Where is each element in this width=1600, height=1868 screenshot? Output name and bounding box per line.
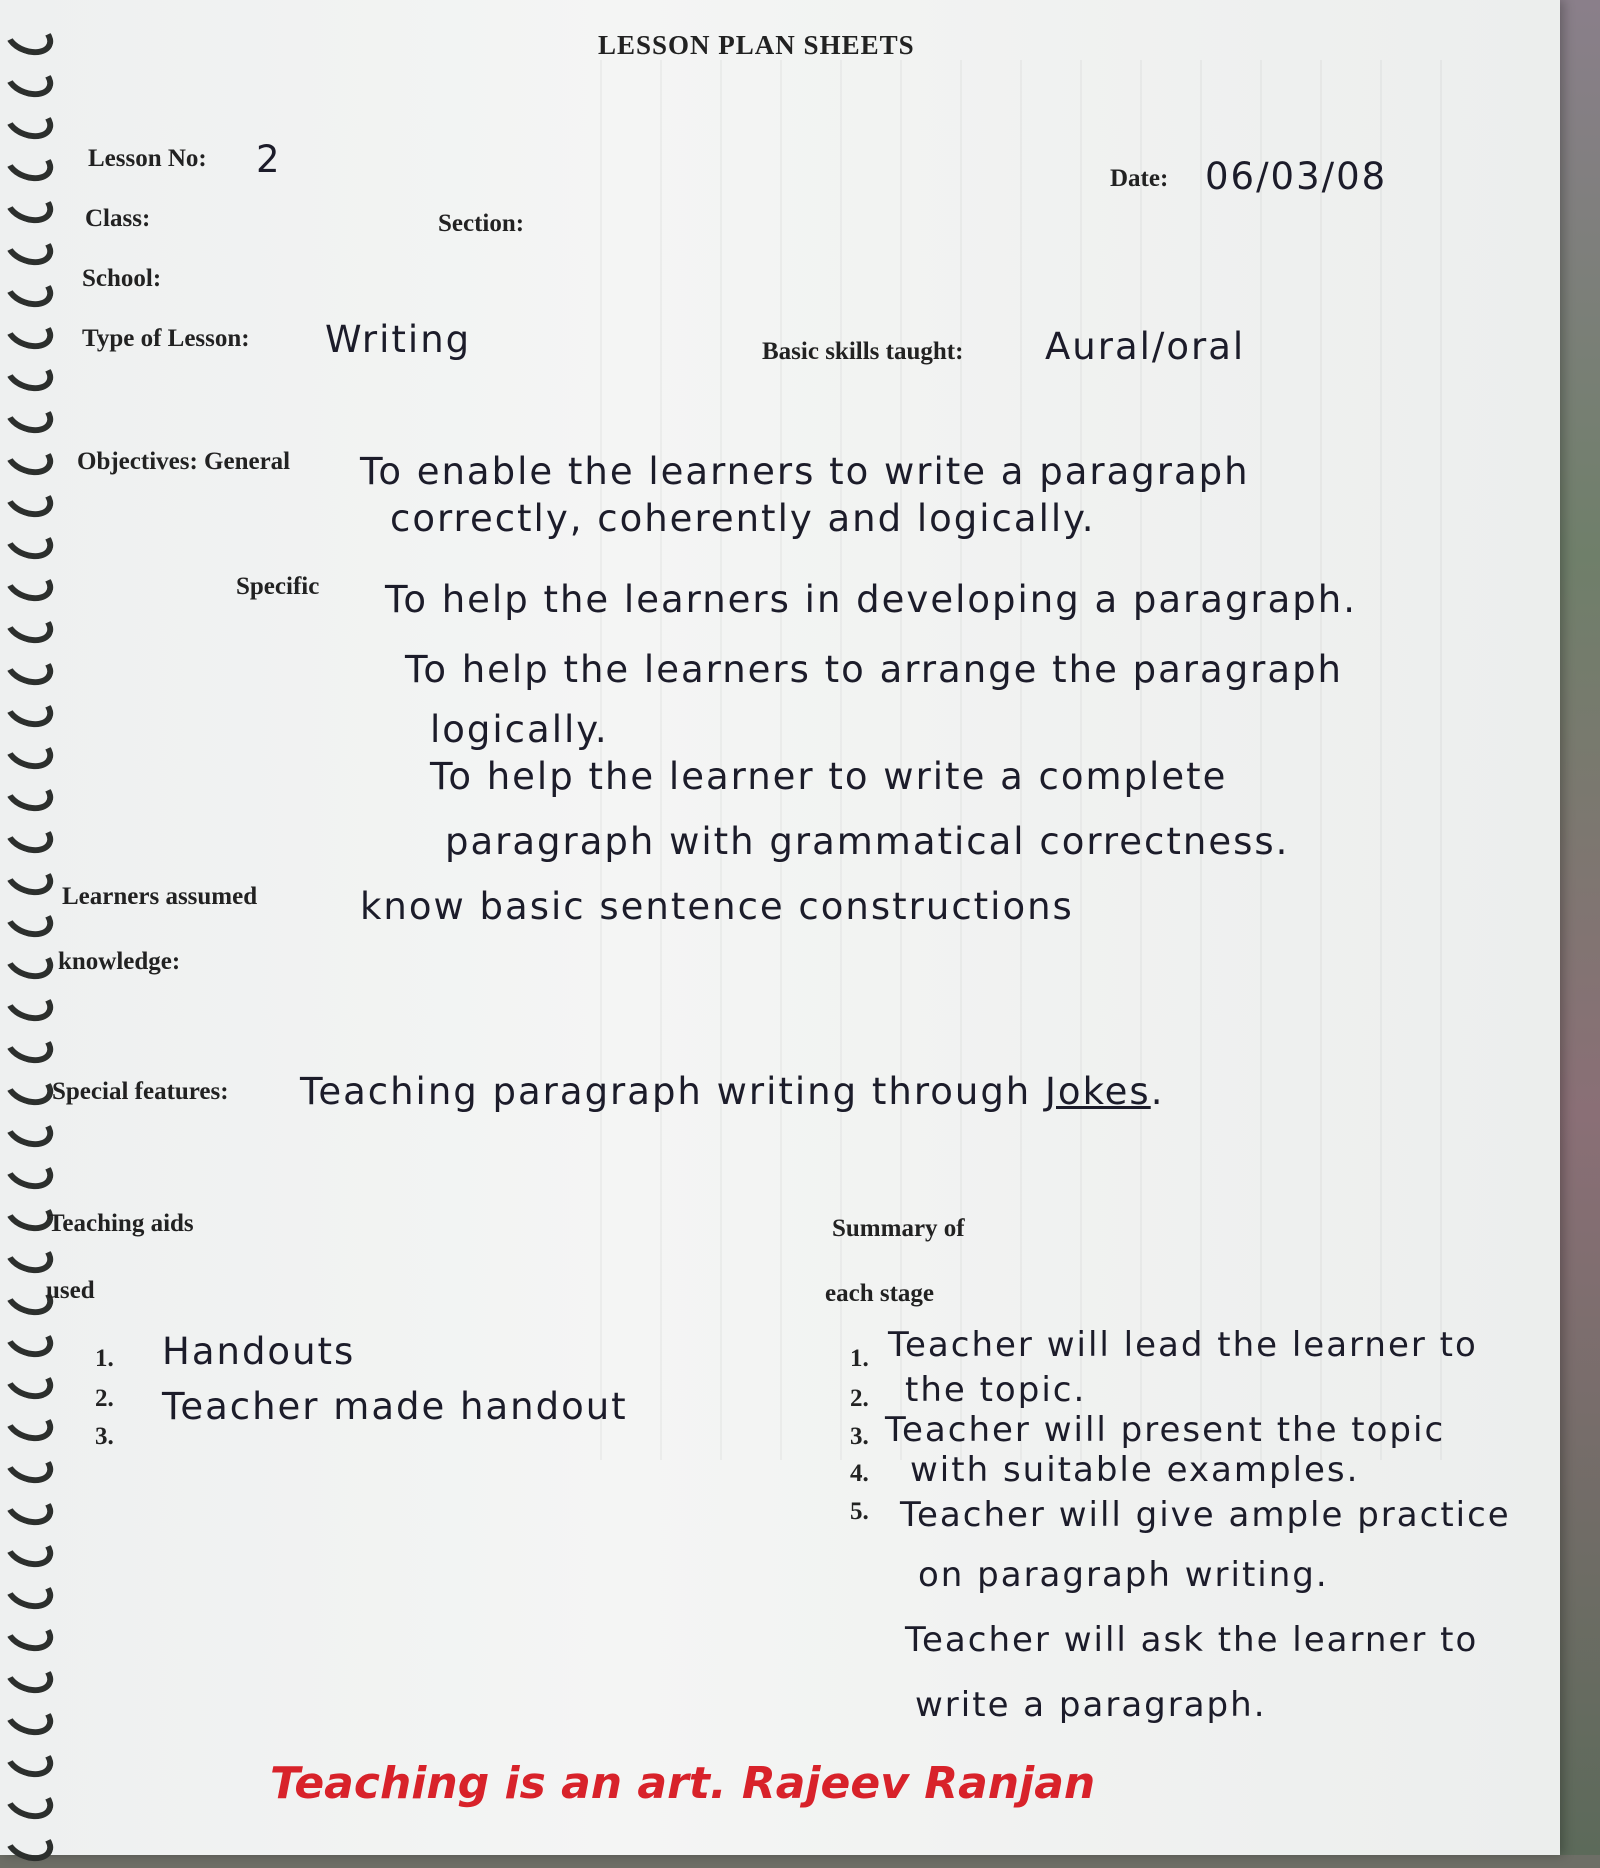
spiral-ring [0, 1608, 58, 1657]
spiral-ring [0, 936, 58, 985]
spiral-ring [0, 348, 58, 397]
special-features-text: Teaching paragraph writing through [300, 1070, 1046, 1113]
spiral-ring [0, 264, 58, 313]
aid-number: 2. [95, 1385, 114, 1412]
spiral-ring [0, 1020, 58, 1069]
stage-number: 4. [850, 1460, 869, 1487]
stage-number: 5. [850, 1498, 869, 1525]
type-of-lesson-value: Writing [325, 318, 472, 361]
basic-skills-value: Aural/oral [1045, 325, 1246, 368]
type-of-lesson-label: Type of Lesson: [82, 325, 250, 352]
sheet-title: LESSON PLAN SHEETS [598, 30, 915, 60]
lesson-no-value: 2 [256, 138, 282, 181]
spiral-ring [0, 768, 58, 817]
stage-number: 3. [850, 1423, 869, 1450]
summary-line: with suitable examples. [910, 1450, 1360, 1490]
spiral-ring [0, 1104, 58, 1153]
special-features-underlined: Jokes [1045, 1070, 1151, 1113]
spiral-ring [0, 1146, 58, 1195]
specific-objective-line: To help the learners in developing a paragraph. [385, 578, 1358, 621]
spiral-ring [0, 1482, 58, 1531]
spiral-ring [0, 1566, 58, 1615]
specific-objective-line: To help the learner to write a complete [430, 755, 1228, 798]
caption: Teaching is an art. Rajeev Ranjan [270, 1758, 1096, 1809]
special-features-label: Special features: [52, 1078, 229, 1105]
spiral-ring [0, 1734, 58, 1783]
aid-number: 3. [95, 1423, 114, 1450]
spiral-ring [0, 726, 58, 775]
spiral-ring [0, 96, 58, 145]
spiral-ring [0, 642, 58, 691]
spiral-ring [0, 810, 58, 859]
date-label: Date: [1110, 165, 1169, 192]
special-features-value [300, 1070, 1164, 1113]
date-value: 06/03/08 [1205, 155, 1388, 198]
section-label: Section: [438, 210, 525, 237]
spiral-ring [0, 1776, 58, 1825]
basic-skills-label: Basic skills taught: [762, 338, 964, 365]
each-stage-label: each stage [825, 1280, 934, 1307]
spiral-ring [0, 1398, 58, 1447]
general-objective-line: To enable the learners to write a paragraph [360, 450, 1250, 493]
spiral-ring [0, 1062, 58, 1111]
spiral-ring [0, 894, 58, 943]
spiral-ring [0, 1356, 58, 1405]
spiral-ring [0, 1818, 58, 1867]
general-objective-line: correctly, coherently and logically. [390, 497, 1096, 540]
objectives-general-label: Objectives: General [77, 448, 291, 475]
spiral-ring [0, 1440, 58, 1489]
summary-line: Teacher will ask the learner to [905, 1620, 1479, 1660]
summary-line: the topic. [905, 1370, 1087, 1410]
teaching-aid-item: Handouts [162, 1330, 356, 1373]
spiral-ring [0, 390, 58, 439]
spiral-ring [0, 12, 58, 61]
knowledge-label: knowledge: [58, 948, 181, 975]
aid-number: 1. [95, 1345, 114, 1372]
spiral-ring [0, 1524, 58, 1573]
assumed-knowledge-value: know basic sentence constructions [360, 885, 1074, 928]
spiral-ring [0, 180, 58, 229]
specific-objective-line: To help the learners to arrange the paragraph [405, 648, 1344, 691]
spiral-ring [0, 1650, 58, 1699]
spiral-ring [0, 684, 58, 733]
summary-line: on paragraph writing. [918, 1555, 1329, 1595]
spiral-ring [0, 558, 58, 607]
spiral-ring [0, 54, 58, 103]
spiral-ring [0, 222, 58, 271]
specific-objective-line: paragraph with grammatical correctness. [445, 820, 1290, 863]
summary-line: write a paragraph. [915, 1685, 1267, 1725]
teaching-aids-label: Teaching aids [48, 1210, 194, 1237]
summary-line: Teacher will give ample practice [900, 1495, 1511, 1535]
summary-of-label: Summary of [832, 1215, 965, 1242]
class-label: Class: [85, 205, 151, 232]
lesson-no-label: Lesson No: [88, 145, 207, 172]
spiral-ring [0, 474, 58, 523]
spiral-ring [0, 978, 58, 1027]
specific-objective-line: logically. [430, 708, 609, 751]
spiral-binding [0, 0, 60, 1855]
teaching-aid-item: Teacher made handout [162, 1385, 628, 1428]
spiral-ring [0, 1692, 58, 1741]
special-features-suffix: . [1150, 1070, 1165, 1113]
spiral-ring [0, 516, 58, 565]
stage-number: 2. [850, 1385, 869, 1412]
specific-label: Specific [236, 573, 320, 600]
spiral-ring [0, 432, 58, 481]
summary-line: Teacher will present the topic [885, 1410, 1446, 1450]
summary-line: Teacher will lead the learner to [888, 1325, 1478, 1365]
used-label: used [46, 1277, 95, 1304]
spiral-ring [0, 852, 58, 901]
spiral-ring [0, 600, 58, 649]
school-label: School: [82, 265, 162, 292]
spiral-ring [0, 138, 58, 187]
stage-number: 1. [850, 1345, 869, 1372]
spiral-ring [0, 306, 58, 355]
learners-assumed-label: Learners assumed [62, 883, 258, 910]
spiral-ring [0, 1314, 58, 1363]
